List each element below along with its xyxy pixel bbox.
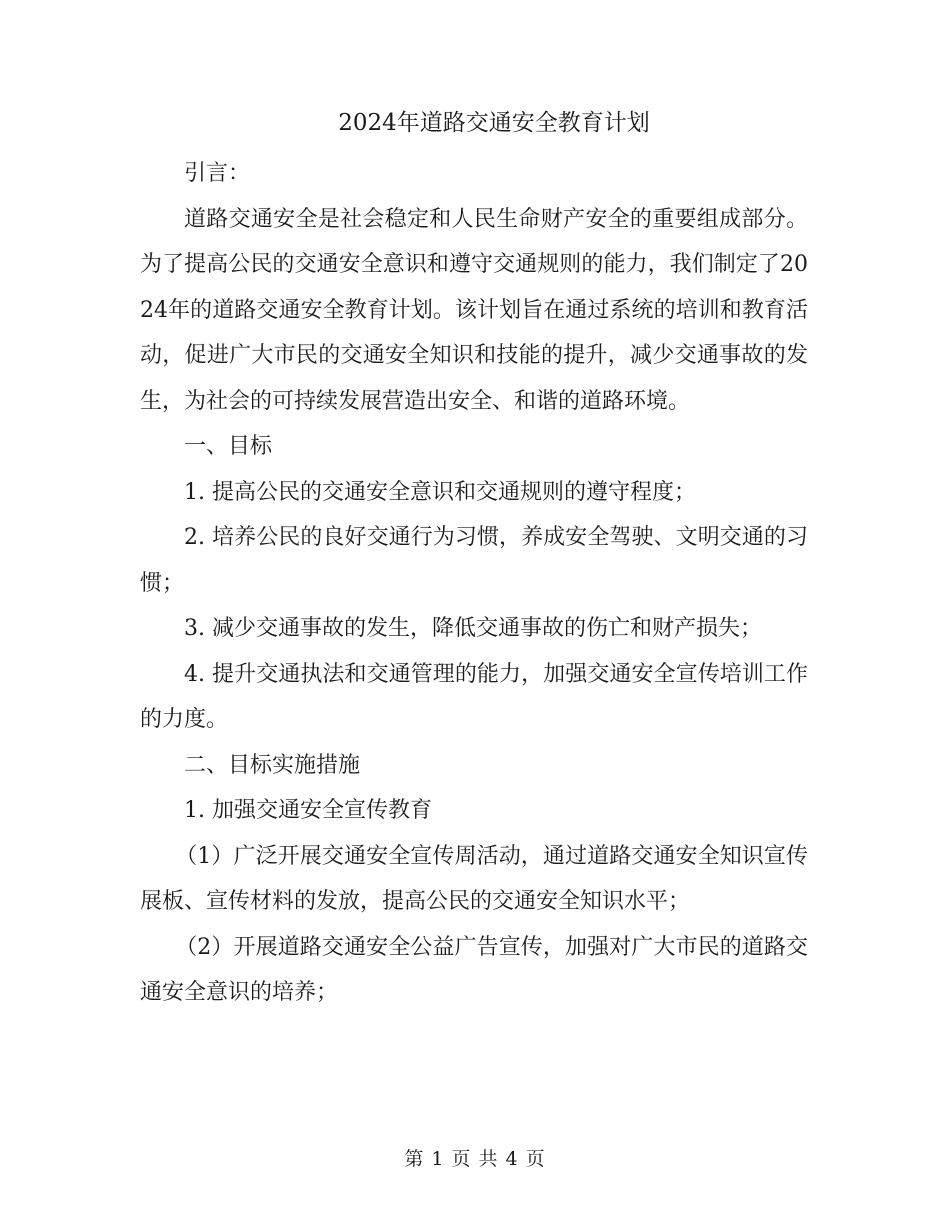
measure-subitem-1: （1）广泛开展交通安全宣传周活动，通过道路交通安全知识宣传展板、宣传材料的发放，提高公民的交通安全知识水平； xyxy=(140,843,808,914)
measure-heading-1: 1. 加强交通安全宣传教育 xyxy=(184,798,432,823)
goal-item-1: 1. 提高公民的交通安全意识和交通规则的遵守程度； xyxy=(184,479,696,505)
goal-item-3: 3. 减少交通事故的发生，降低交通事故的伤亡和财产损失； xyxy=(184,616,762,641)
document-body xyxy=(140,103,808,1016)
document-title: 2024年道路交通安全教育计划 xyxy=(338,110,650,136)
section-heading-goals: 一、目标 xyxy=(184,434,273,459)
goal-item-4: 4. 提升交通执法和交通管理的能力，加强交通安全宣传培训工作的力度。 xyxy=(140,661,808,732)
intro-paragraph: 道路交通安全是社会稳定和人民生命财产安全的重要组成部分。为了提高公民的交通安全意识和遵守交通规则的能力，我们制定了2024年的道路交通安全教育计划。该计划旨在通过系统的培训和教育活动，促进广大市民的交通安全知识和技能的提升，减少交通事故的发生，为社会的可持续发展营造出安全、和谐的道路环境。 xyxy=(140,206,808,414)
goal-item-2: 2. 培养公民的良好交通行为习惯，养成安全驾驶、文明交通的习惯； xyxy=(140,525,808,596)
intro-heading: 引言： xyxy=(184,161,251,186)
section-heading-measures: 二、目标实施措施 xyxy=(184,752,361,778)
measure-subitem-2: （2）开展道路交通安全公益广告宣传，加强对广大市民的道路交通安全意识的培养； xyxy=(140,934,808,1005)
page-number-footer: 第 1 页 共 4 页 xyxy=(404,1148,546,1170)
